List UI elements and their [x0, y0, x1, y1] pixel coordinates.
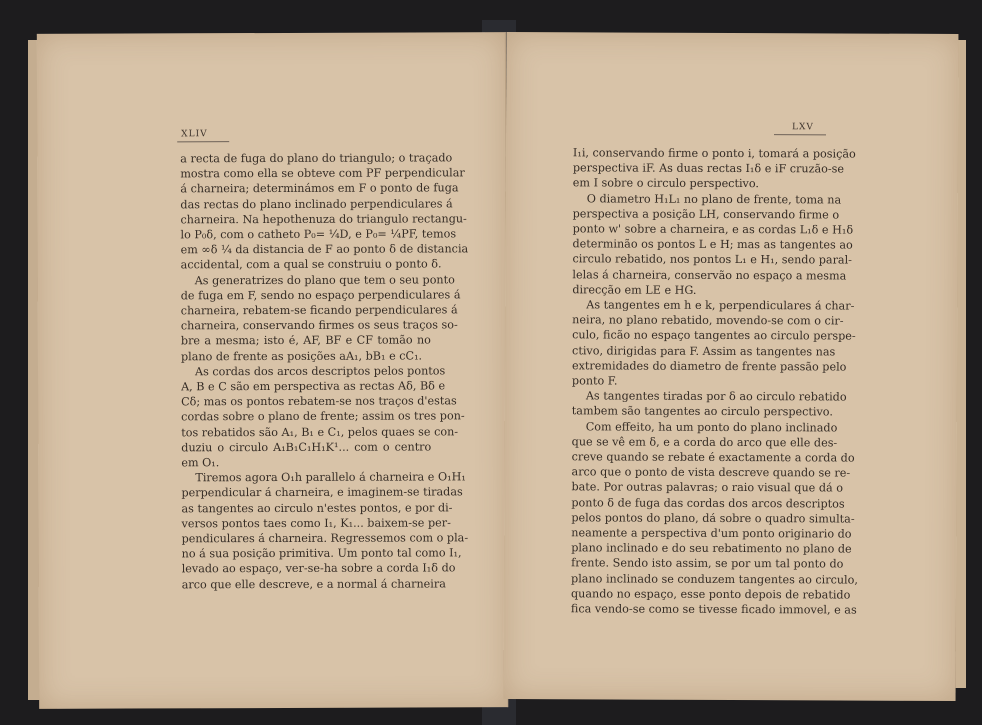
text-line: accidental, com a qual se construiu o ponto δ. [180, 257, 442, 272]
text-line: perspectiva a posição LH, conservando firme o [572, 207, 840, 222]
text-line: ctivo, dirigidas para F. Assim as tangentes nas [572, 343, 836, 359]
text-line: bate. Por outras palavras; o raio visual que dá o [571, 480, 844, 495]
text-line: neamente a perspectiva d'um ponto originario do [571, 526, 852, 541]
text-line: as tangentes ao circulo n'estes pontos, e por di- [181, 501, 453, 515]
text-line: lelas á charneira, conservão no espaço a mesma [572, 267, 847, 283]
left-page-text [180, 150, 469, 592]
text-line: ponto w' sobre a charneira, e as cordas L₁δ e H₁δ [572, 222, 854, 237]
left-header-rule [177, 141, 229, 142]
text-line: versos pontos taes como I₁, K₁... baixem-se per- [181, 516, 451, 531]
text-line: ponto δ de fuga das cordas dos arcos descriptos [571, 495, 845, 511]
text-line: em O₁. [181, 456, 220, 470]
text-line: charneira, rebatem-se ficando perpendiculares á [180, 303, 458, 318]
left-page-number: XLIV [181, 129, 208, 140]
text-line: que se vê em δ, e a corda do arco que elle des- [571, 435, 838, 450]
text-line: bre a mesma; isto é, AF, BF e CF tomão no [180, 333, 431, 348]
text-line: de fuga em F, sendo no espaço perpendiculares á [180, 288, 461, 303]
text-line: direcção em LE e HG. [572, 283, 697, 297]
text-line: arco que o ponto de vista descreve quando se re- [571, 465, 851, 480]
text-line: circulo rebatido, nos pontos L₁ e H₁, sendo paral- [572, 252, 853, 267]
text-line: plano inclinado e do seu rebatimento no plano de [571, 541, 852, 556]
text-line: a recta de fuga do plano do triangulo; o traçado [180, 151, 453, 166]
text-line: fica vendo-se como se tivesse ficado immovel, e as [570, 602, 857, 617]
text-line: cordas sobre o plano de frente; assim os tres pon- [181, 409, 465, 424]
right-page [504, 32, 959, 701]
text-line: tos rebatidos são A₁, B₁ e C₁, pelos quaes se con- [181, 425, 459, 439]
text-line: perpendicular á charneira, e imaginem-se tiradas [181, 485, 463, 500]
text-line: quando no espaço, esse ponto depois de rebatido [570, 587, 851, 602]
text-line: I₁i, conservando firme o ponto i, tomará a posição [572, 146, 856, 161]
text-line: creve quando se rebate é exactamente a corda do [571, 450, 855, 465]
text-line: ponto F. [571, 374, 618, 388]
text-line: culo, ficão no espaço tangentes ao circulo perspe- [572, 328, 856, 343]
text-line: As generatrizes do plano que tem o seu ponto [194, 272, 455, 287]
text-line: levado ao espaço, ver-se-ha sobre a corda I₁δ do [181, 561, 456, 576]
text-line: em I sobre o circulo perspectivo. [572, 176, 759, 191]
text-line: As tangentes tiradas por δ ao circulo rebatido [585, 389, 847, 404]
text-line: á charneira; determinámos em F o ponto de fuga [180, 181, 459, 196]
left-page [37, 32, 508, 709]
text-line: charneira. Na hepothenuza do triangulo rectangu- [180, 212, 467, 227]
text-line: A, B e C são em perspectiva as rectas Aδ, Bδ e [181, 379, 446, 394]
text-line: tambem são tangentes ao circulo perspectivo. [571, 404, 833, 419]
text-line: extremidades do diametro de frente passão pelo [571, 359, 847, 374]
text-line: As cordas dos arcos descriptos pelos pontos [194, 364, 446, 379]
text-line: duziu o circulo A₁B₁C₁H₁K¹... com o centro [181, 440, 432, 455]
text-line: Tiremos agora O₁h parallelo á charneira e O₁H₁ [195, 470, 466, 485]
text-line: em ∞δ ¼ da distancia de F ao ponto δ de distancia [180, 242, 469, 257]
text-line: pendiculares á charneira. Regressemos com o pla- [181, 531, 469, 546]
text-line: As tangentes em h e k, perpendiculares á char- [586, 298, 855, 313]
right-page-number: LXV [792, 122, 814, 133]
right-header-rule [774, 134, 826, 135]
text-line: Com effeito, ha um ponto do plano inclinado [585, 420, 838, 435]
text-line: frente. Sendo isto assim, se por um tal ponto do [571, 556, 844, 571]
text-line: neira, no plano rebatido, movendo-se com o cir- [572, 313, 844, 328]
text-line: plano de frente as posições aA₁, bB₁ e cC₁. [180, 349, 423, 363]
right-page-text [570, 145, 858, 617]
text-line: charneira, conservando firmes os seus traços so- [180, 318, 458, 333]
text-line: das rectas do plano inclinado perpendiculares á [180, 196, 453, 211]
text-line: Cδ; mas os pontos rebatem-se nos traços d'estas [181, 394, 457, 409]
text-line: no á sua posição primitiva. Um ponto tal como I₁, [181, 546, 462, 561]
text-line: perspectiva iF. As duas rectas I₁δ e iF cruzão-se [572, 161, 845, 176]
text-line: pelos pontos do plano, dá sobre o quadro simulta- [571, 511, 855, 526]
text-line: lo P₀δ, com o catheto P₀= ¼D, e P₀= ¼PF, temos [180, 227, 457, 242]
text-line: determinão os pontos L e H; mas as tangentes ao [572, 237, 853, 252]
text-line: O diametro H₁L₁ no plano de frente, toma na [586, 191, 842, 207]
text-line: plano inclinado se conduzem tangentes ao circulo, [571, 571, 858, 587]
text-line: mostra como ella se obteve com PF perpendicular [180, 166, 465, 181]
text-line: arco que elle descreve, e a normal á charneira [181, 577, 446, 592]
